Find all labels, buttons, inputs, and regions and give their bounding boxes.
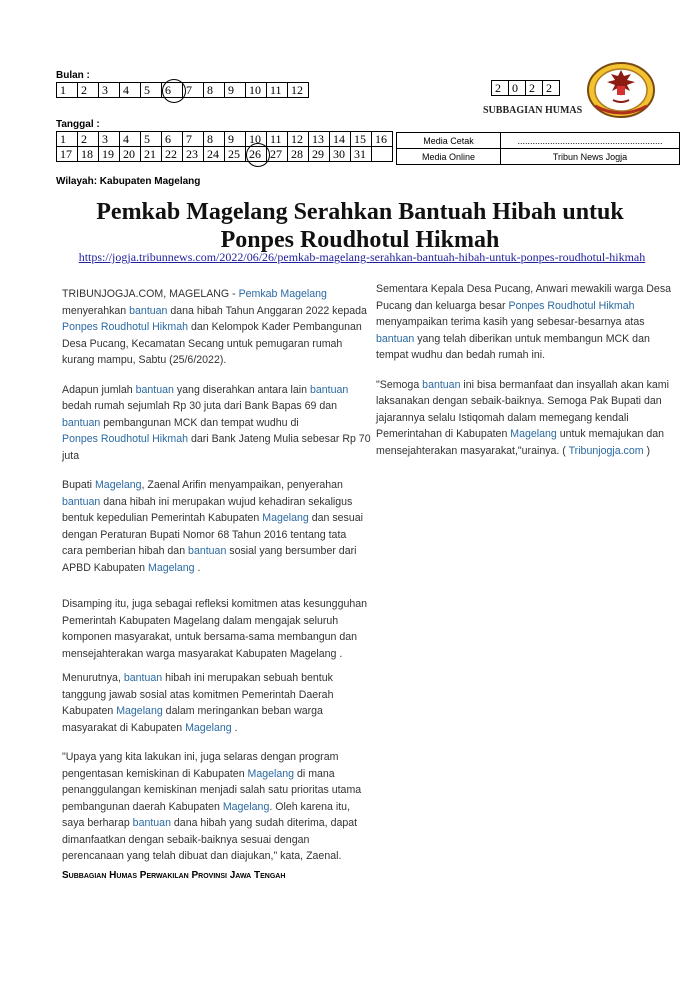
year-boxes (491, 80, 560, 96)
media-cetak-label: Media Cetak (397, 133, 501, 149)
month-cell-2: 2 (78, 83, 99, 98)
day-cell-empty (372, 147, 393, 162)
paragraph: "Semoga bantuan ini bisa bermanfaat dan insyallah akan kami laksanakan dengan sebaik-baiknya. Semoga Pak Bupati dan jajarannya selalu Istiqomah dalam memegang kendali Pemerintahan di Kabupaten Magelang untuk memajukan dan mensejahterakan masyarakat,"urainya. ( Tribunjogja.com ) (376, 378, 669, 457)
keyword-link[interactable]: Magelang (222, 800, 270, 813)
keyword-link[interactable]: bantuan (309, 383, 349, 396)
media-online-value: Tribun News Jogja (501, 149, 680, 165)
day-cell-25: 25 (225, 147, 246, 162)
keyword-link[interactable]: Pemkab Magelang (238, 288, 327, 300)
day-cell-23: 23 (183, 147, 204, 162)
month-cell-8: 8 (204, 83, 225, 98)
keyword-link[interactable]: bantuan (188, 545, 227, 557)
day-cell-16: 16 (372, 132, 393, 147)
title-line-2: Ponpes Roudhotul Hikmah (220, 227, 500, 253)
media-table (396, 132, 680, 165)
day-cell-11: 11 (267, 132, 288, 147)
paragraph: Sementara Kepala Desa Pucang, Anwari mewakili warga Desa Pucang dan keluarga besar Ponpes Roudhotul Hikmah menyampaikan terima kasih yang sebesar-besarnya atas bantuan yang telah diberikan untuk membangun MCK dan tempat wudhu dan bedah rumah ini. (376, 283, 672, 361)
keyword-link[interactable]: Magelang (262, 512, 309, 524)
day-cell-1: 1 (57, 132, 78, 147)
day-cell-22: 22 (162, 147, 183, 162)
year-digit-2: 2 (492, 81, 509, 96)
keyword-link[interactable]: Magelang (116, 705, 163, 717)
media-online-label: Media Online (397, 149, 501, 165)
keyword-link[interactable]: bantuan (123, 672, 163, 684)
year-digit-2: 2 (543, 81, 560, 96)
day-cell-26: 26 (246, 147, 267, 162)
month-cell-5: 5 (141, 83, 162, 98)
keyword-link[interactable]: bantuan (422, 378, 461, 391)
article-column-right (376, 281, 680, 472)
day-cell-10: 10 (246, 132, 267, 147)
article-column-left (62, 286, 374, 878)
media-cetak-value: .......................................................... (501, 133, 680, 149)
month-cell-6: 6 (162, 83, 183, 98)
keyword-link[interactable]: Magelang (185, 721, 232, 734)
keyword-link[interactable]: Ponpes Roudhotul Hikmah (62, 321, 189, 333)
tanggal-label: Tanggal : (56, 119, 100, 130)
day-cell-6: 6 (162, 132, 183, 147)
paragraph: "Upaya yang kita lakukan ini, juga selaras dengan program pengentasan kemiskinan di Kabupaten Magelang di mana penanggulangan kemiskinan menjadi salah satu prioritas utama pembangunan daerah Kabupaten Magelang. Oleh karena itu, saya berharap bantuan dana hibah yang sudah diterima, dapat dimanfaatkan dengan sebaik-baiknya sesuai dengan perencanaan yang telah dibuat dan diajukan," kata, Zaenal. (62, 751, 362, 862)
keyword-link[interactable]: Magelang (148, 561, 195, 574)
title-line-1: Pemkab Magelang Serahkan Bantuah Hibah untuk (96, 199, 624, 225)
keyword-link[interactable]: Magelang (510, 428, 557, 440)
date-grid (56, 131, 393, 162)
article-url[interactable]: https://jogja.tribunnews.com/2022/06/26/pemkab-magelang-serahkan-bantuah-hibah-untuk-ponpes-roudhotul-hikmah (78, 250, 646, 264)
keyword-link[interactable]: bantuan (129, 304, 168, 317)
paragraph: Menurutnya, bantuan hibah ini merupakan sebuah bentuk tanggung jawab sosial atas komitmen Pemerintah Daerah Kabupaten Magelang dalam meringankan beban warga masyarakat di Kabupaten Magelang . (62, 672, 334, 734)
day-cell-30: 30 (330, 147, 351, 162)
year-digit-0: 0 (509, 81, 526, 96)
paragraph: Bupati Magelang, Zaenal Arifin menyampaikan, penyerahan bantuan dana hibah ini merupakan wujud kehadiran sekaligus bentuk kepedulian Pemerintah Kabupaten Magelang dan sesuai dengan Peraturan Bupati Nomor 68 Tahun 2016 tentang tata cara pemberian hibah dan bantuan sosial yang bersumber dari APBD Kabupaten Magelang . (62, 479, 363, 574)
month-cell-10: 10 (246, 83, 267, 98)
keyword-link[interactable]: Ponpes Roudhotul Hikmah (508, 299, 635, 312)
day-cell-21: 21 (141, 147, 162, 162)
day-cell-13: 13 (309, 132, 330, 147)
day-cell-5: 5 (141, 132, 162, 147)
month-cell-12: 12 (288, 83, 309, 98)
day-cell-4: 4 (120, 132, 141, 147)
day-cell-29: 29 (309, 147, 330, 162)
day-cell-18: 18 (78, 147, 99, 162)
day-cell-7: 7 (183, 132, 204, 147)
keyword-link[interactable]: Ponpes Roudhotul Hikmah (62, 433, 189, 445)
month-grid (56, 82, 309, 98)
year-digit-2: 2 (526, 81, 543, 96)
footer-unit: Subbagian Humas Perwakilan Provinsi Jawa Tengah (62, 870, 286, 881)
wilayah: Wilayah: Kabupaten Magelang (56, 176, 201, 187)
bulan-label: Bulan : (56, 70, 90, 81)
day-cell-3: 3 (99, 132, 120, 147)
keyword-link[interactable]: bantuan (132, 817, 171, 829)
unit-label: SUBBAGIAN HUMAS (483, 105, 583, 116)
month-cell-9: 9 (225, 83, 246, 98)
day-cell-19: 19 (99, 147, 120, 162)
keyword-link[interactable]: bantuan (62, 416, 101, 429)
keyword-link[interactable]: Magelang (247, 767, 295, 780)
day-cell-17: 17 (57, 147, 78, 162)
day-cell-24: 24 (204, 147, 225, 162)
paragraph: Disamping itu, juga sebagai refleksi komitmen atas kesungguhan Pemerintah Kabupaten Magelang dalam mengajak seluruh komponen masyarakat, untuk bersama-sama membangun dan mensejahterakan warga masyarakat Kabupaten Magelang . (62, 598, 368, 660)
day-cell-14: 14 (330, 132, 351, 147)
month-cell-4: 4 (120, 83, 141, 98)
day-cell-15: 15 (351, 132, 372, 147)
day-cell-20: 20 (120, 147, 141, 162)
month-cell-11: 11 (267, 83, 288, 98)
keyword-link[interactable]: bantuan (62, 495, 101, 508)
month-cell-7: 7 (183, 83, 204, 98)
month-cell-1: 1 (57, 83, 78, 98)
day-cell-27: 27 (267, 147, 288, 162)
keyword-link[interactable]: Magelang (94, 479, 142, 491)
keyword-link[interactable]: bantuan (376, 332, 415, 345)
day-cell-8: 8 (204, 132, 225, 147)
day-cell-12: 12 (288, 132, 309, 147)
day-cell-31: 31 (351, 147, 372, 162)
keyword-link[interactable]: bantuan (135, 383, 174, 396)
day-cell-28: 28 (288, 147, 309, 162)
day-cell-9: 9 (225, 132, 246, 147)
keyword-link[interactable]: Tribunjogja.com (568, 444, 644, 457)
paragraph: Adapun jumlah bantuan yang diserahkan antara lain bantuan bedah rumah sejumlah Rp 30 juta dari Bank Bapas 69 dan bantuan pembangunan MCK dan tempat wudhu di Ponpes Roudhotul Hikmah dari Bank Jateng Mulia sebesar Rp 70 juta (62, 383, 371, 462)
paragraph: TRIBUNJOGJA.COM, MAGELANG - Pemkab Magelang menyerahkan bantuan dana hibah Tahun Anggaran 2022 kepada Ponpes Roudhotul Hikmah dan Kelompok Kader Pembangunan Desa Pucang, Kecamatan Secang untuk pemugaran rumah kurang mampu, Sabtu (25/6/2022). (62, 288, 367, 366)
garuda-emblem (585, 56, 657, 120)
day-cell-2: 2 (78, 132, 99, 147)
article-title (40, 198, 680, 254)
month-cell-3: 3 (99, 83, 120, 98)
